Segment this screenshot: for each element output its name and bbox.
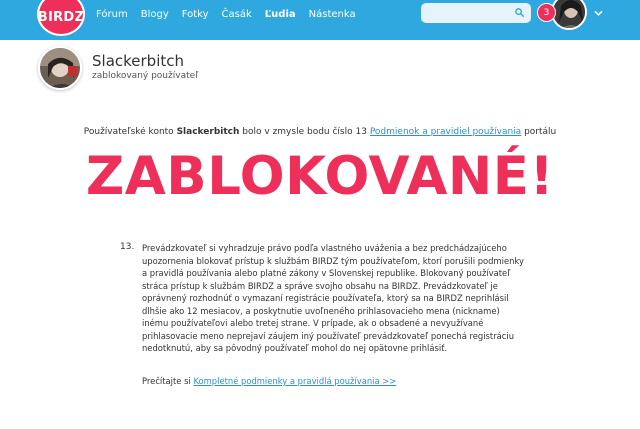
blocked-headline: ZABLOKOVANÉ! (85, 146, 555, 207)
notice-prefix: Používateľské konto (83, 127, 174, 137)
notice-middle: bolo v zmysle bodu číslo 13 (242, 127, 367, 137)
chevron-down-icon[interactable] (594, 9, 603, 18)
block-notice (0, 127, 640, 137)
search-icon[interactable] (515, 8, 524, 17)
read-more-prefix: Prečítajte si (142, 376, 191, 386)
main-nav (96, 0, 369, 28)
nav-item-casak[interactable]: Časák (221, 8, 252, 20)
nav-item-forum[interactable]: Fórum (96, 8, 128, 20)
rule-number: 13. (120, 242, 135, 252)
notification-badge[interactable]: 3 (537, 3, 556, 22)
nav-item-nastenka[interactable]: Nástenka (308, 8, 356, 20)
profile-avatar (38, 46, 82, 90)
notice-suffix: portálu (524, 127, 557, 137)
nav-item-fotky[interactable]: Fotky (181, 8, 209, 20)
top-navigation-bar (0, 0, 640, 40)
full-terms-link[interactable]: Kompletné podmienky a pravidlá používania >> (193, 376, 397, 386)
nav-item-ludia[interactable]: Ľudia (264, 8, 296, 20)
rule-text: Prevádzkovateľ si vyhradzuje právo podľa vlastného uváženia a bez predchádzajúceho upozornenia blokovať prístup k službám BIRDZ tým používateľom, ktorí porušili podmienky a pravidlá používania alebo platné zákony v Slovenskej republike. Blokovaný používateľ stráca prístup k službám BIRDZ a správe svojho obsahu na BIRDZ. Prevádzkovateľ je oprávnený rozhodnúť o vymazaní registrácie používateľa, ktorý sa na BIRDZ neprihlásil dlhšie ako 12 mesiacov, a poskytnutie uvoľneného prihlasovacieho mena (nickname) inému používateľovi alebo tretej strane. V prípade, ak o obsadené a nevyužívané prihlasovacie meno neprejaví záujem iný používateľ prevádzkovateľ ponechá registráciu nedotknutú, aby sa pôvodný používateľ mohol do nej opätovne prihlásiť. (142, 243, 524, 353)
notice-username: Slackerbitch (176, 127, 240, 137)
nav-item-blogy[interactable]: Blogy (140, 8, 169, 20)
terms-link[interactable]: Podmienok a pravidiel používania (369, 127, 522, 137)
profile-photo-icon (40, 48, 82, 90)
profile-name: Slackerbitch (92, 52, 184, 70)
profile-status: zablokovaný používateľ (92, 71, 199, 81)
user-photo-icon (553, 0, 587, 30)
user-avatar[interactable] (551, 0, 587, 30)
read-more (142, 376, 396, 386)
birdz-logo[interactable]: BIRDZ (37, 0, 85, 36)
